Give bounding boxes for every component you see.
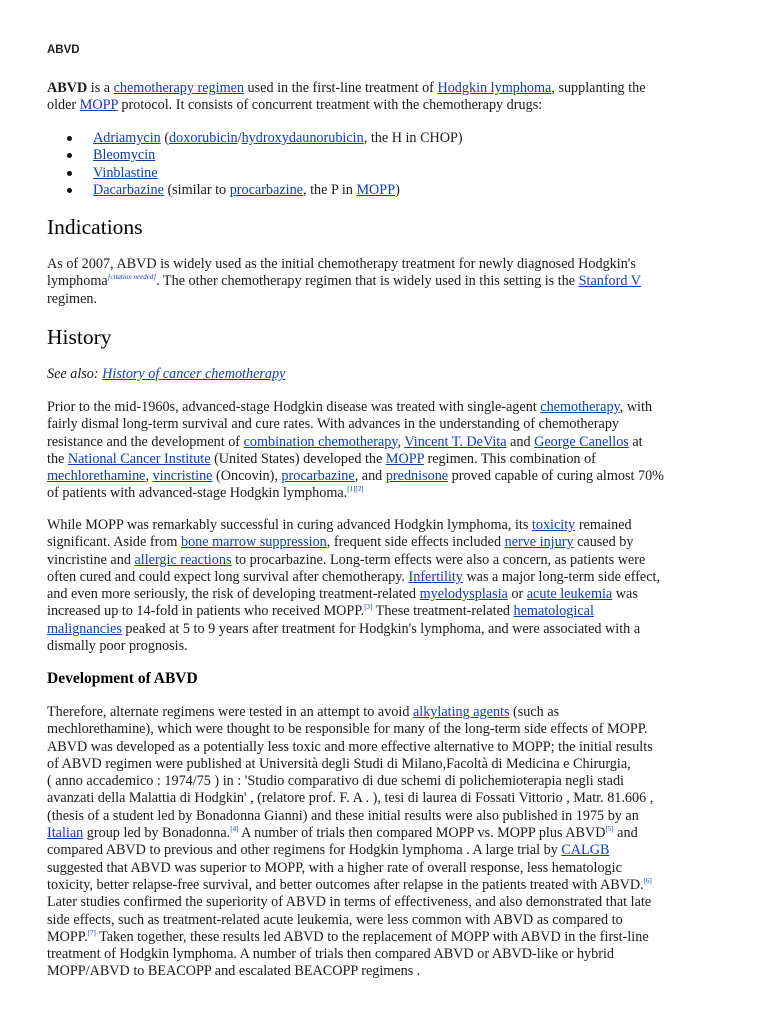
link-alkylating-agents[interactable]: alkylating agents	[412, 704, 510, 720]
link-prednisone[interactable]: prednisone	[385, 468, 449, 485]
link-adriamycin[interactable]: Adriamycin	[93, 130, 161, 146]
link-stanford-v[interactable]: Stanford V	[578, 273, 642, 290]
list-item	[47, 165, 725, 182]
document-title: ABVD	[47, 44, 80, 56]
history-paragraph-1: Prior to the mid-1960s, advanced-stage Hodgkin disease was treated with single-agent chemotherapy, with fairly dismal long-term survival and cure rates. With advances in the understanding of chemotherapy resistance and the development of combination chemotherapy, Vincent T. DeVita and George Canellos at the National Cancer Institute (United States) developed the MOPP regimen. This combination of mechlorethamine, vincristine (Oncovin), procarbazine, and prednisone proved capable of curing almost 70% of patients with advanced-stage Hodgkin lymphoma.[1][2]	[47, 399, 664, 502]
link-mopp[interactable]: MOPP	[79, 97, 118, 114]
link-chemotherapy-regimen[interactable]: chemotherapy regimen	[113, 80, 244, 96]
link-mopp[interactable]: MOPP	[356, 181, 396, 198]
link-vincristine[interactable]: vincristine	[152, 468, 213, 485]
indications-heading: Indications	[47, 215, 143, 239]
link-mechlorethamine[interactable]: mechlorethamine	[47, 468, 146, 485]
abvd-term: ABVD	[47, 80, 88, 96]
link-bleomycin[interactable]: Bleomycin	[93, 147, 156, 164]
link-bone-marrow-suppression[interactable]: bone marrow suppression	[180, 534, 327, 551]
reference-4[interactable]: [4]	[230, 825, 239, 834]
list-item: Dacarbazine (similar to procarbazine, the P in MOPP)	[47, 182, 725, 199]
link-combination-chemotherapy[interactable]: combination chemotherapy	[243, 433, 398, 450]
link-toxicity[interactable]: toxicity	[531, 517, 576, 533]
link-allergic-reactions[interactable]: allergic reactions	[134, 551, 232, 568]
reference-7[interactable]: [7]	[87, 928, 96, 937]
indications-paragraph: As of 2007, ABVD is widely used as the initial chemotherapy treatment for newly diagnosed Hodgkin's lymphoma[citation needed]. The other chemotherapy regimen that is widely used in this setting is the Stanford V regimen.	[47, 256, 642, 307]
bullet-icon	[67, 188, 72, 193]
history-paragraph-2: While MOPP was remarkably successful in curing advanced Hodgkin lymphoma, its toxicity remained significant. Aside from bone marrow suppression, frequent side effects included nerve injury caused by vincristine and allergic reactions to procarbazine. Long-term effects were also a concern, as patients were often cured and could expect long survival after chemotherapy. Infertility was a major long-term side effect, and even more seriously, the risk of developing treatment-related myelodysplasia or acute leukemia was increased up to 14-fold in patients who received MOPP.[3] These treatment-related hematological malignancies peaked at 5 to 9 years after treatment for Hodgkin's lymphoma, and were associated with a dismally poor prognosis.	[47, 517, 660, 655]
link-history-cancer-chemotherapy[interactable]: History of cancer chemotherapy	[102, 366, 286, 382]
see-also: See also: History of cancer chemotherapy	[47, 366, 286, 382]
link-mopp[interactable]: MOPP	[385, 450, 424, 467]
list-item	[47, 147, 725, 164]
link-vinblastine[interactable]: Vinblastine	[93, 164, 158, 181]
link-doxorubicin[interactable]: doxorubicin	[169, 130, 238, 146]
link-infertility[interactable]: Infertility	[408, 568, 463, 585]
bullet-icon	[67, 153, 72, 158]
link-acute-leukemia[interactable]: acute leukemia	[526, 586, 613, 603]
citation-needed[interactable]: [citation needed]	[107, 273, 157, 282]
link-hematological-malignancies[interactable]: hematological	[513, 603, 594, 620]
link-myelodysplasia[interactable]: myelodysplasia	[419, 586, 508, 603]
reference-1-2[interactable]: [1][2]	[347, 485, 364, 494]
link-hodgkin-lymphoma[interactable]: Hodgkin lymphoma	[437, 80, 552, 96]
link-hematological-malignancies[interactable]: malignancies	[47, 620, 122, 637]
bullet-icon	[67, 136, 72, 141]
link-calgb[interactable]: CALGB	[561, 842, 610, 859]
bullet-icon	[67, 171, 72, 176]
drug-list	[47, 130, 725, 199]
reference-5[interactable]: [5]	[605, 825, 614, 834]
development-paragraph: Therefore, alternate regimens were tested in an attempt to avoid alkylating agents (such as mechlorethamine), which were thought to be responsible for many of the long-term side effects of MOPP. ABVD was developed as a potentially less toxic and more effective alternative to MOPP; the initial results of ABVD regimen were published at Università degli Studi di Milano,Facoltà di Medicina e Chirurgia, ( anno accademico : 1974/75 ) in : 'Studio comparativo di due schemi di polichemioterapia negli stadi avanzati della Malattia di Hodgkin' , (relatore prof. F. A . ), tesi di laurea di Fossati Vittorio , Matr. 81.606 , (thesis of a student led by Bonadonna Gianni) and these initial results were also published in 1975 by an Italian group led by Bonadonna.[4] A number of trials then compared MOPP vs. MOPP plus ABVD[5] and compared ABVD to previous and other regimens for Hodgkin lymphoma . A large trial by CALGB suggested that ABVD was superior to MOPP, with a higher rate of overall response, less hematologic toxicity, better relapse-free survival, and better outcomes after relapse in the patients treated with ABVD.[6] Later studies confirmed the superiority of ABVD in terms of effectiveness, and also demonstrated that late side effects, such as treatment-related acute leukemia, were less common with ABVD as compared to MOPP.[7] Taken together, these results led ABVD to the replacement of MOPP with ABVD in the first-line treatment of Hodgkin lymphoma. A number of trials then compared ABVD or ABVD-like or hybrid MOPP/ABVD to BEACOPP and escalated BEACOPP regimens .	[47, 704, 654, 980]
link-vincent-devita[interactable]: Vincent T. DeVita	[404, 433, 507, 450]
reference-6[interactable]: [6]	[643, 876, 652, 885]
intro-paragraph: ABVD is a chemotherapy regimen used in the first-line treatment of Hodgkin lymphoma, supplanting the older MOPP protocol. It consists of concurrent treatment with the chemotherapy drugs:	[47, 80, 646, 114]
reference-3[interactable]: [3]	[364, 603, 373, 612]
link-dacarbazine[interactable]: Dacarbazine	[93, 181, 164, 198]
list-item: Adriamycin (doxorubicin/hydroxydaunorubicin, the H in CHOP)	[47, 130, 725, 147]
link-national-cancer-institute[interactable]: National Cancer Institute	[67, 450, 211, 467]
link-george-canellos[interactable]: George Canellos	[534, 433, 629, 450]
link-italian[interactable]: Italian	[47, 825, 84, 842]
link-nerve-injury[interactable]: nerve injury	[504, 534, 574, 551]
link-procarbazine[interactable]: procarbazine	[281, 468, 355, 485]
link-procarbazine[interactable]: procarbazine	[229, 181, 303, 198]
history-heading: History	[47, 325, 112, 349]
link-hydroxydaunorubicin[interactable]: hydroxydaunorubicin	[241, 130, 364, 146]
development-heading: Development of ABVD	[47, 670, 198, 687]
link-chemotherapy[interactable]: chemotherapy	[540, 399, 620, 415]
